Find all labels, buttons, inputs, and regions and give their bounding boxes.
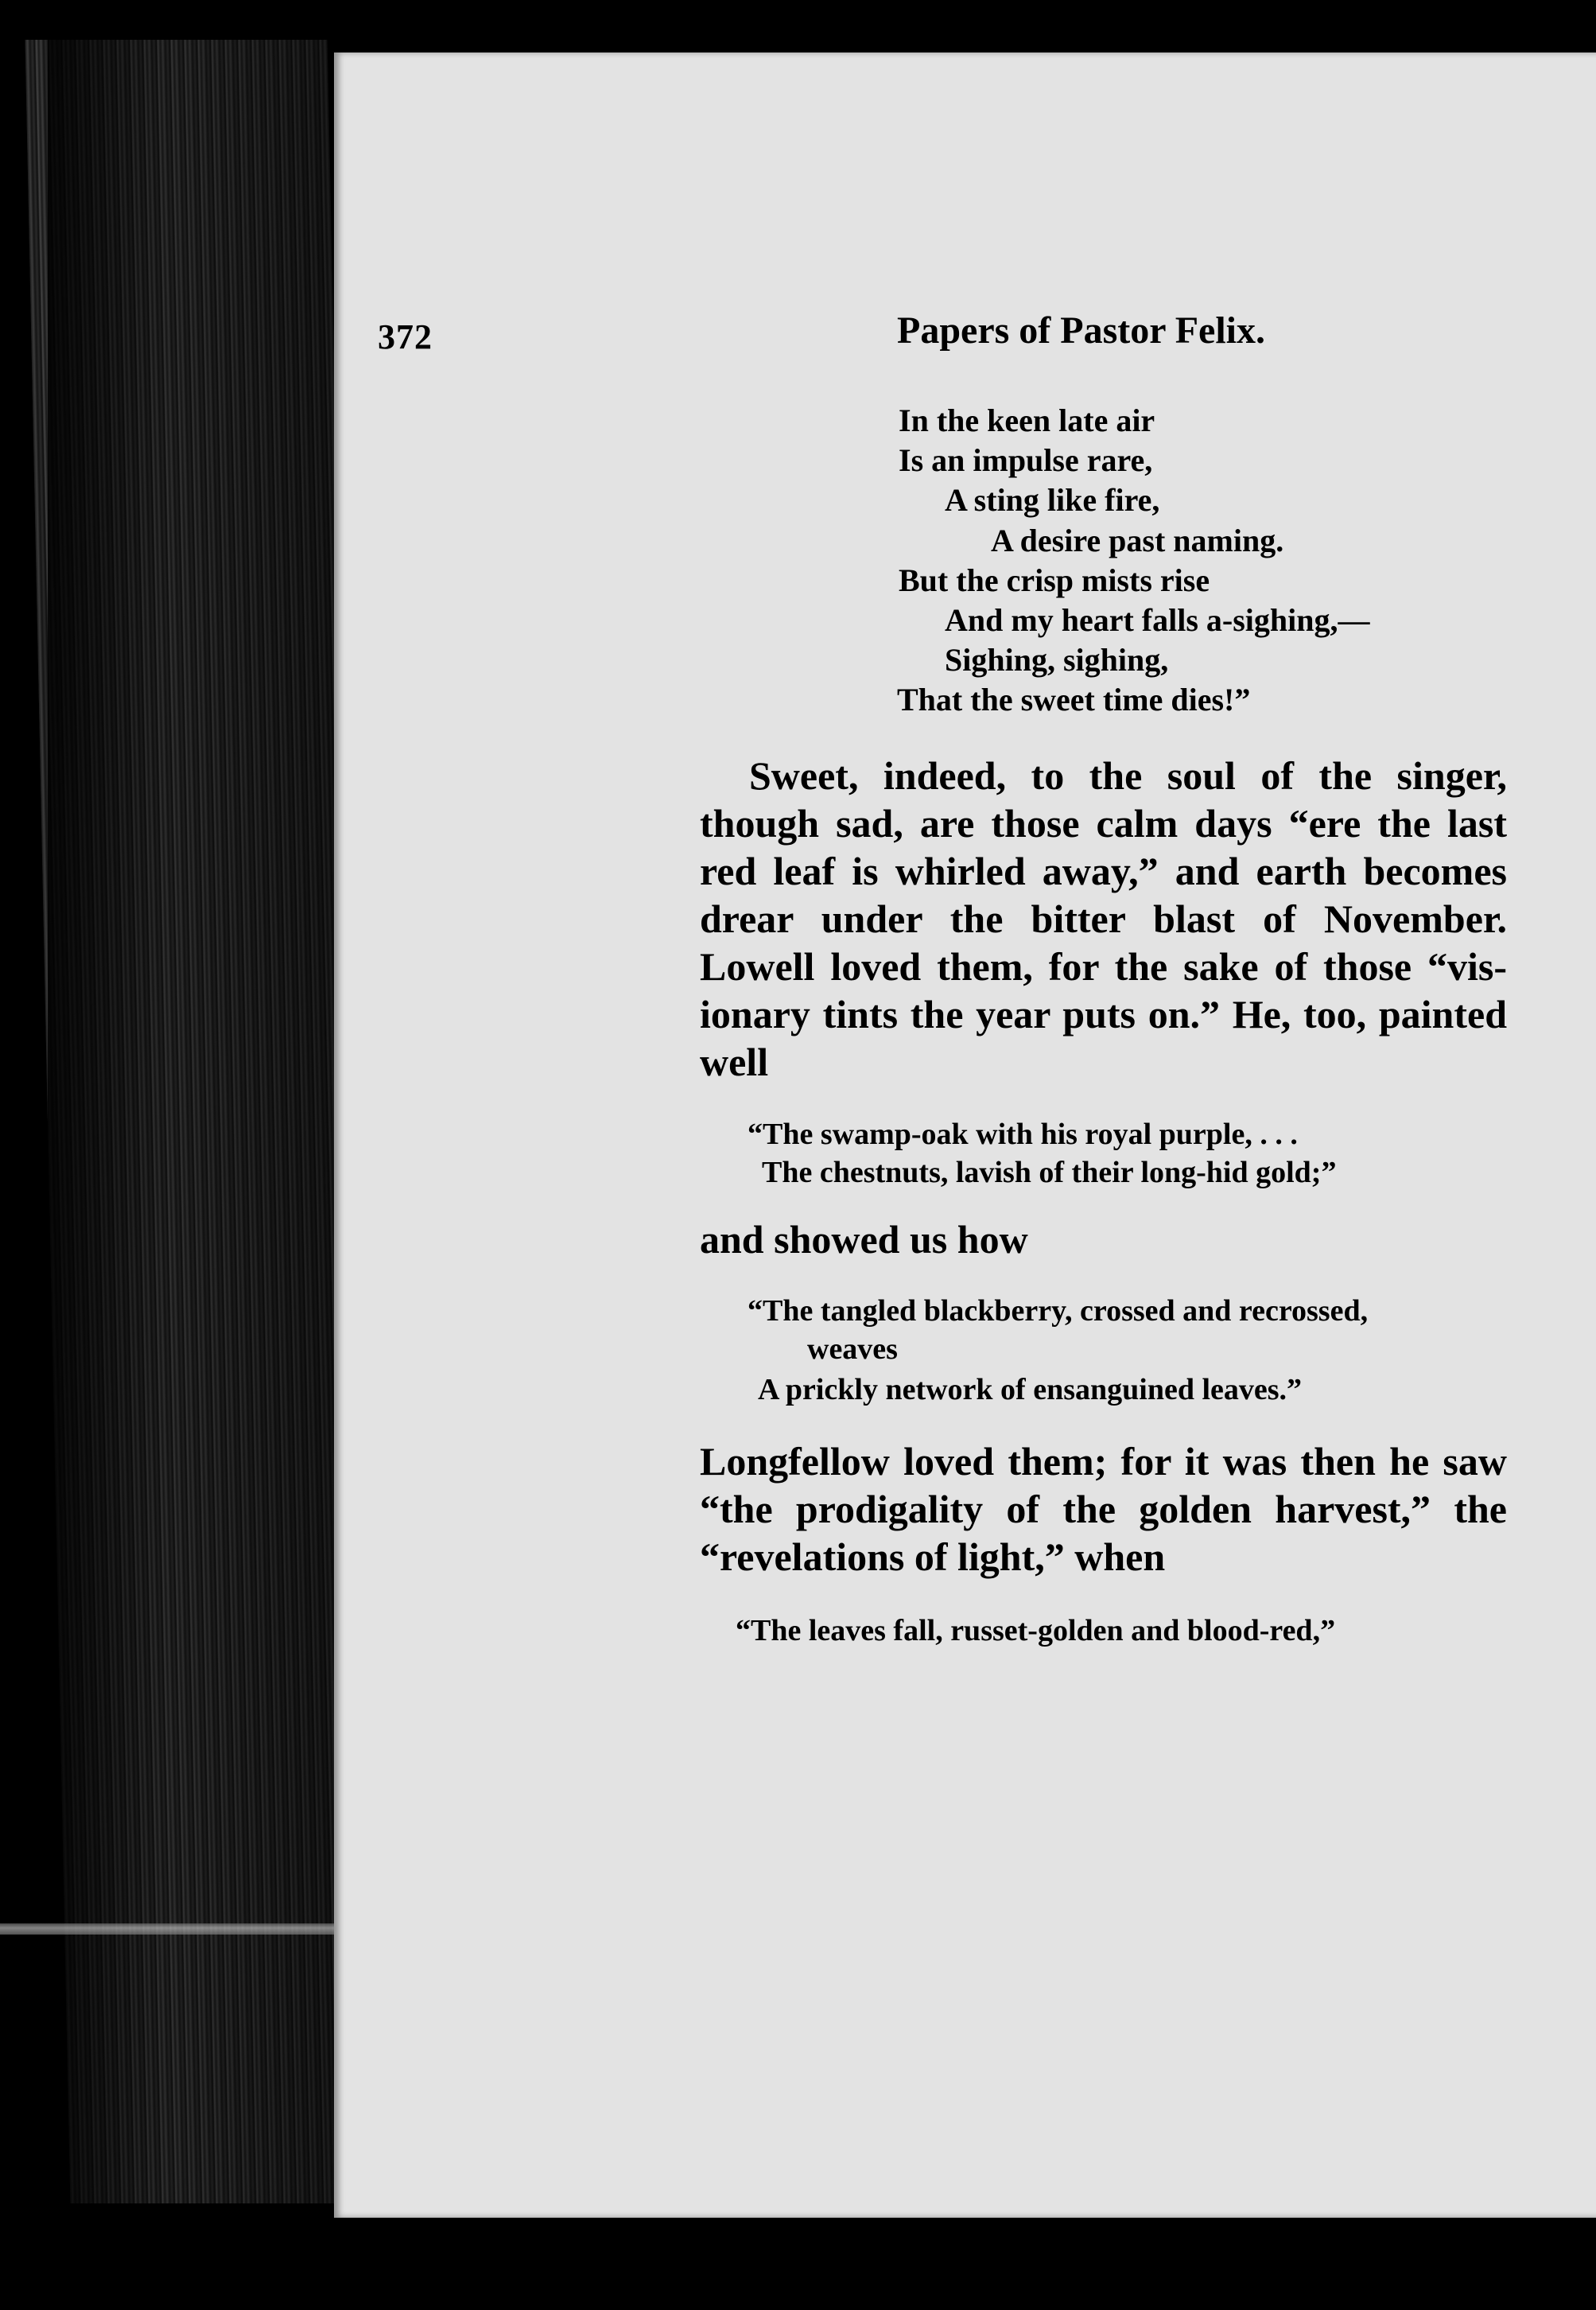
poem-line: But the crisp mists rise xyxy=(899,562,1210,598)
body-paragraph xyxy=(700,1215,1507,1263)
paragraph-line: Longfellow loved them; for it was then he saw xyxy=(700,1439,1507,1484)
paragraph-line: Lowell loved them, for the sake of those “vis- xyxy=(700,944,1507,989)
paragraph-line: though sad, are those calm days “ere the last xyxy=(700,801,1507,846)
quote-line: A prickly network of ensanguined leaves.” xyxy=(758,1373,1303,1406)
paragraph-line: ionary tints the year puts on.” He, too, painted xyxy=(700,992,1507,1036)
poem-line: In the keen late air xyxy=(899,402,1155,438)
quote-line: “The tangled blackberry, crossed and recrossed, xyxy=(748,1294,1369,1328)
quote-line: The chestnuts, lavish of their long-hid gold;” xyxy=(762,1156,1337,1189)
paragraph-line: drear under the bitter blast of November. xyxy=(700,896,1507,941)
scan-artifact-line xyxy=(0,1923,350,1935)
paragraph-line: well xyxy=(700,1040,769,1084)
paragraph-line: “revelations of light,” when xyxy=(700,1534,1166,1579)
poem-line: And my heart falls a-sighing,— xyxy=(945,602,1370,638)
paragraph-line: and showed us how xyxy=(700,1217,1028,1262)
poem-line: Sighing, sighing, xyxy=(945,642,1169,678)
paragraph-line: Sweet, indeed, to the soul of the singer, xyxy=(749,753,1507,798)
poem-line: A sting like fire, xyxy=(945,482,1160,518)
page-number: 372 xyxy=(378,317,433,356)
book-edge-shadow xyxy=(48,40,350,2203)
paragraph-line: “the prodigality of the golden harvest,” the xyxy=(700,1487,1507,1531)
quote-line: “The swamp-oak with his royal purple, . . . xyxy=(748,1118,1298,1151)
quote-line: “The leaves fall, russet-golden and blood-red,” xyxy=(736,1614,1336,1647)
poem-line: That the sweet time dies!” xyxy=(897,682,1251,718)
poem-line: A desire past naming. xyxy=(991,523,1284,558)
body-paragraph xyxy=(700,1437,1507,1581)
paragraph-line: red leaf is whirled away,” and earth becomes xyxy=(700,849,1507,893)
poem-line: Is an impulse rare, xyxy=(899,442,1153,478)
quote-line: weaves xyxy=(807,1332,898,1366)
body-paragraph xyxy=(700,752,1507,1086)
running-head-title: Papers of Pastor Felix. xyxy=(897,309,1266,352)
